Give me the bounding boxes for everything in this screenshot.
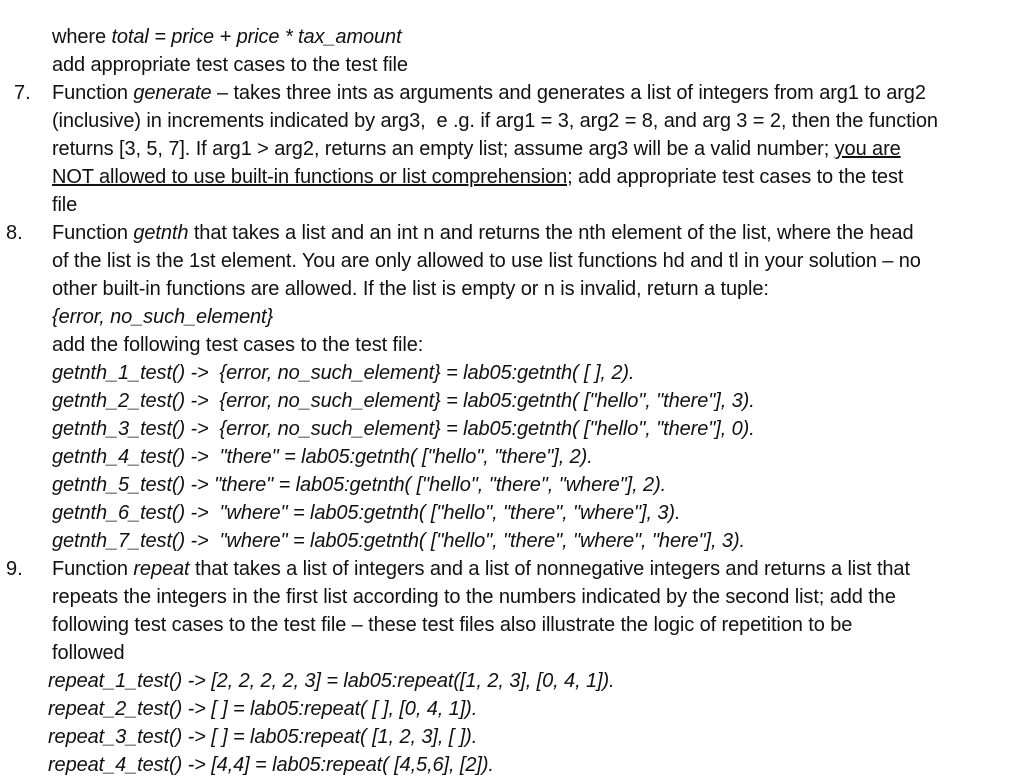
- text: Function: [52, 558, 134, 580]
- test-case-line: getnth_5_test() -> "there" = lab05:getnth( ["hello", "there", "where"], 2).: [52, 474, 667, 496]
- text: where: [52, 26, 112, 48]
- test-case-line: getnth_2_test() -> {error, no_such_element} = lab05:getnth( ["hello", "there"], 3).: [52, 390, 755, 412]
- text: Function: [52, 222, 134, 244]
- test-case-line: getnth_6_test() -> "where" = lab05:getnth( ["hello", "there", "where"], 3).: [52, 502, 681, 524]
- text: Function: [52, 82, 134, 104]
- function-name: generate: [133, 82, 212, 104]
- previous-item-line: add appropriate test cases to the test file: [52, 54, 408, 76]
- test-case-line: getnth_1_test() -> {error, no_such_element} = lab05:getnth( [ ], 2).: [52, 362, 635, 384]
- list-number-8: 8.: [6, 222, 23, 244]
- list-number-7: 7.: [14, 82, 31, 104]
- list-number-9: 9.: [6, 558, 23, 580]
- text: returns [3, 5, 7]. If arg1 > arg2, returns an empty list; assume arg3 will be a valid number;: [52, 138, 835, 160]
- test-case-line: repeat_2_test() -> [ ] = lab05:repeat( [ ], [0, 4, 1]).: [48, 698, 478, 720]
- text: add appropriate test cases to the test: [572, 166, 904, 188]
- item-8-line: of the list is the 1st element. You are only allowed to use list functions hd and tl in your solution – no: [52, 250, 921, 272]
- test-case-line: getnth_3_test() -> {error, no_such_element} = lab05:getnth( ["hello", "there"], 0).: [52, 418, 755, 440]
- test-case-line: repeat_4_test() -> [4,4] = lab05:repeat( [4,5,6], [2]).: [48, 754, 494, 776]
- item-7-line: [52, 79, 926, 107]
- item-9-line: followed: [52, 642, 125, 664]
- error-tuple: {error, no_such_element}: [52, 306, 274, 328]
- test-case-line: getnth_7_test() -> "where" = lab05:getnth( ["hello", "there", "where", "here"], 3).: [52, 530, 745, 552]
- item-9-line: following test cases to the test file – these test files also illustrate the logic of repetition to be: [52, 614, 853, 636]
- item-7-line: (inclusive) in increments indicated by arg3, e .g. if arg1 = 3, arg2 = 8, and arg 3 = 2, then the function: [52, 110, 938, 132]
- item-7-line: file: [52, 194, 78, 216]
- function-name: getnth: [133, 222, 189, 244]
- item-8-line: add the following test cases to the test file:: [52, 334, 424, 356]
- item-9-line: repeats the integers in the first list according to the numbers indicated by the second list; add the: [52, 586, 896, 608]
- function-name: repeat: [133, 558, 190, 580]
- previous-item-line: [52, 23, 402, 51]
- item-9-line: [52, 555, 910, 583]
- test-case-line: repeat_3_test() -> [ ] = lab05:repeat( [1, 2, 3], [ ]).: [48, 726, 478, 748]
- test-case-line: repeat_1_test() -> [2, 2, 2, 2, 3] = lab05:repeat([1, 2, 3], [0, 4, 1]).: [48, 670, 615, 692]
- item-8-line: other built-in functions are allowed. If the list is empty or n is invalid, return a tuple:: [52, 278, 769, 300]
- text: that takes a list of integers and a list of nonnegative integers and returns a list that: [189, 558, 910, 580]
- text: that takes a list and an int n and returns the nth element of the list, where the head: [188, 222, 914, 244]
- underlined-text: NOT allowed to use built-in functions or list comprehension;: [52, 166, 573, 188]
- item-8-line: [52, 219, 913, 247]
- text: – takes three ints as arguments and generates a list of integers from arg1 to arg2: [211, 82, 926, 104]
- test-case-line: getnth_4_test() -> "there" = lab05:getnth( ["hello", "there"], 2).: [52, 446, 593, 468]
- item-7-line: [52, 163, 903, 191]
- item-7-line: [52, 135, 901, 163]
- underlined-text: you are: [834, 138, 901, 160]
- formula-text: total = price + price * tax_amount: [111, 26, 402, 48]
